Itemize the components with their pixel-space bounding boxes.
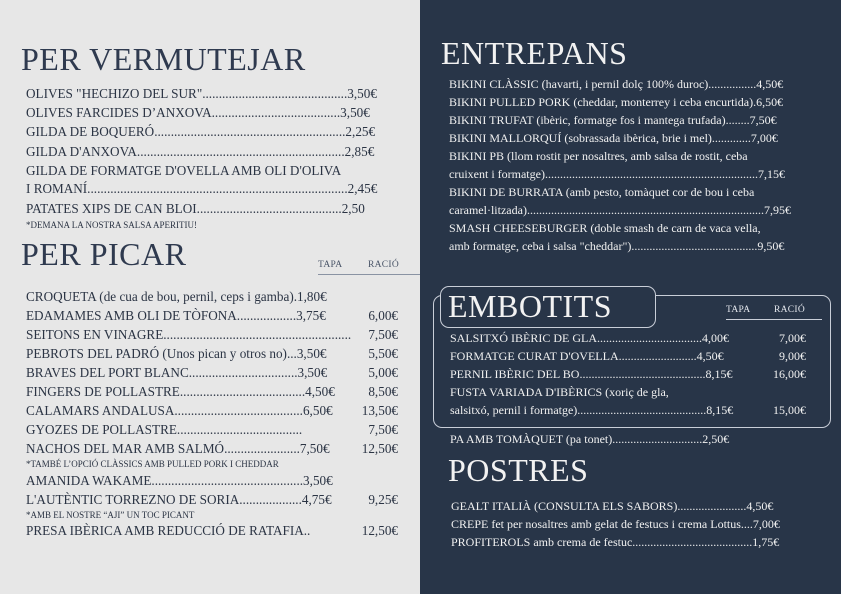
picar-racio: 5,00€ (368, 365, 398, 380)
vermut-note: *DEMANA LA NOSTRA SALSA APERITIU! (26, 220, 198, 230)
picar-racio: 6,00€ (368, 308, 398, 323)
picar-racio: 7,50€ (368, 327, 398, 342)
picar-line: CALAMARS ANDALUSA.......................................6,50€ (26, 403, 333, 418)
vermut-line: GILDA D'ANXOVA...............................................................2,85€ (26, 144, 375, 159)
left-panel (0, 0, 420, 594)
picar-racio: 12,50€ (361, 523, 398, 538)
picar-line: AMANIDA WAKAME..............................................3,50€ (26, 473, 333, 488)
picar-line: SEITONS EN VINAGRE......................................................... (26, 327, 352, 342)
picar-racio: 8,50€ (368, 384, 398, 399)
picar-line: NACHOS DEL MAR AMB SALMÓ.......................7,50€ (26, 441, 330, 456)
picar-line: PRESA IBÈRICA AMB REDUCCIÓ DE RATAFIA.. (26, 523, 311, 538)
entrepans-line: cruixent i formatge).......................................................................7,15€ (449, 167, 785, 181)
postres-title: POSTRES (448, 452, 589, 488)
picar-line: BRAVES DEL PORT BLANC.................................3,50€ (26, 365, 328, 380)
picar-note-torrezno: *AMB EL NOSTRE “AJI” UN TOC PICANT (26, 510, 195, 520)
picar-racio: 7,50€ (368, 422, 398, 437)
entrepans-title: ENTREPANS (441, 35, 628, 71)
vermut-line: PATATES XIPS DE CAN BLOI............................................2,50 (26, 201, 365, 216)
entrepans-line: amb formatge, ceba i salsa "cheddar")..........................................9,50€ (449, 239, 785, 253)
vermut-line: OLIVES FARCIDES D’ANXOVA.......................................3,50€ (26, 105, 370, 120)
embotits-racio: 7,00€ (779, 331, 806, 345)
entrepans-line: BIKINI PB (llom rostit per nosaltres, amb salsa de rostit, ceba (449, 149, 748, 163)
vermut-line: I ROMANÍ...............................................................................2,45€ (26, 181, 378, 196)
embotits-racio: 16,00€ (773, 367, 806, 381)
embotits-line: SALSITXÓ IBÈRIC DE GLA...................................4,00€ (450, 331, 729, 345)
embotits-line: FUSTA VARIADA D'IBÈRICS (xoriç de gla, (450, 385, 669, 399)
picar-racio: 5,50€ (368, 346, 398, 361)
entrepans-line: BIKINI PULLED PORK (cheddar, monterrey i ceba encurtida).6,50€ (449, 95, 784, 109)
picar-line: PEBROTS DEL PADRÓ (Unos pican y otros no)...3,50€ (26, 346, 327, 361)
picar-line: EDAMAMES AMB OLI DE TÒFONA..................3,75€ (26, 308, 326, 323)
vermut-line: GILDA DE FORMATGE D'OVELLA AMB OLI D'OLIVA (26, 163, 342, 178)
embotits-racio: 15,00€ (773, 403, 806, 417)
picar-col-tapa: TAPA (318, 260, 343, 270)
picar-line: L'AUTÈNTIC TORREZNO DE SORIA...................4,75€ (26, 492, 332, 507)
vermut-line: GILDA DE BOQUERÓ..........................................................2,25€ (26, 124, 376, 139)
embotits-col-tapa: TAPA (726, 305, 751, 315)
embotits-divider (726, 319, 822, 320)
picar-line: CROQUETA (de cua de bou, pernil, ceps i gamba).1,80€ (26, 289, 327, 304)
embotits-line: salsitxó, pernil i formatge)...........................................8,15€ (450, 403, 734, 417)
entrepans-line: SMASH CHEESEBURGER (doble smash de carn de vaca vella, (449, 221, 761, 235)
picar-note-nachos: *TAMBÉ L’OPCIÓ CLÀSSICS AMB PULLED PORK I CHEDDAR (26, 459, 279, 469)
picar-racio: 13,50€ (361, 403, 398, 418)
entrepans-line: caramel·litzada)...............................................................................7,95€ (449, 203, 791, 217)
vermut-title: PER VERMUTEJAR (21, 41, 306, 77)
embotits-line: PERNIL IBÈRIC DEL BO..........................................8,15€ (450, 367, 733, 381)
picar-racio: 9,25€ (368, 492, 398, 507)
picar-line: GYOZES DE POLLASTRE...................................... (26, 422, 303, 437)
embotits-col-racio: RACIÓ (774, 305, 806, 315)
picar-divider (318, 274, 420, 275)
postres-line: GEALT ITALIÀ (CONSULTA ELS SABORS).......................4,50€ (451, 499, 774, 513)
picar-line: FINGERS DE POLLASTRE......................................4,50€ (26, 384, 335, 399)
picar-col-racio: RACIÓ (368, 260, 400, 270)
embotits-racio: 9,00€ (779, 349, 806, 363)
vermut-line: OLIVES "HECHIZO DEL SUR"............................................3,50€ (26, 86, 377, 101)
picar-title: PER PICAR (21, 236, 187, 272)
entrepans-line: BIKINI DE BURRATA (amb pesto, tomàquet cor de bou i ceba (449, 185, 755, 199)
picar-racio: 12,50€ (361, 441, 398, 456)
postres-line: CREPE fet per nosaltres amb gelat de festucs i crema Lottus....7,00€ (451, 517, 780, 531)
embotits-line: FORMATGE CURAT D'OVELLA..........................4,50€ (450, 349, 724, 363)
entrepans-line: BIKINI CLÀSSIC (havarti, i pernil dolç 100% duroc)................4,50€ (449, 77, 784, 91)
entrepans-line: BIKINI MALLORQUÍ (sobrassada ibèrica, brie i mel).............7,00€ (449, 131, 778, 145)
entrepans-line: BIKINI TRUFAT (ibèric, formatge fos i mantega trufada)........7,50€ (449, 113, 777, 127)
pa-amb-tomaquet: PA AMB TOMÀQUET (pa tonet)..............................2,50€ (450, 432, 730, 446)
right-panel (420, 0, 841, 594)
postres-line: PROFITEROLS amb crema de festuc........................................1,75€ (451, 535, 780, 549)
embotits-title: EMBOTITS (448, 288, 612, 324)
